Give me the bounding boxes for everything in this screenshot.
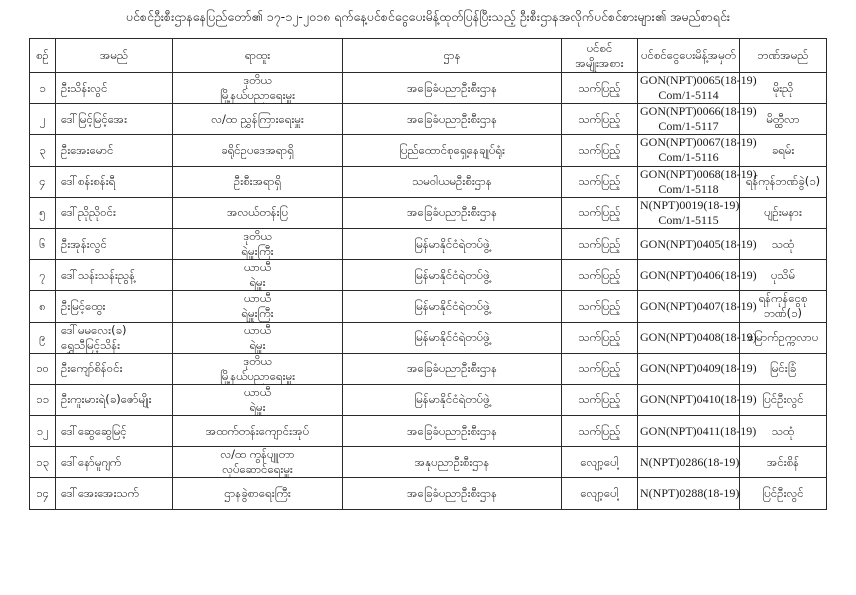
- header-pension-order-no: ပင်စင်ငွေပေးမိန့်အမှတ်: [638, 39, 740, 73]
- cell-rank-line: ဦးစီးအရာရှိ: [233, 174, 282, 189]
- cell-bank: ပုသိမ်: [740, 260, 827, 291]
- cell-order-line: N(NPT)0288(18-19): [640, 486, 740, 501]
- cell-pension-order-no: [638, 291, 757, 322]
- cell-name: [56, 322, 173, 353]
- cell-no: ၁: [30, 73, 56, 104]
- cell-order-line: Com/1-5117: [658, 119, 719, 134]
- cell-name: [56, 260, 173, 291]
- cell-order-line: GON(NPT)0409(18-19): [640, 361, 757, 376]
- cell-bank: ရန်ကုန်ငွေစု ဘဏ်(၁): [740, 291, 827, 322]
- cell-name: [56, 291, 173, 322]
- cell-bank: မိုးညို: [740, 73, 827, 104]
- cell-name: [56, 73, 173, 104]
- cell-name-line: ဦးကူးမားရဲ(ခ)ဇော်မျိုး: [61, 392, 152, 407]
- table-row: [30, 384, 827, 415]
- pensioner-table: [29, 38, 827, 510]
- cell-no: ၄: [30, 166, 56, 197]
- cell-bank: ရန်ကုန်ဘဏ်ခွဲ(၁): [740, 166, 827, 197]
- cell-order-line: N(NPT)0019(18-19): [640, 197, 740, 212]
- cell-order-line: GON(NPT)0065(18-19): [640, 73, 757, 88]
- cell-pension-order-no: [638, 260, 757, 291]
- cell-no: ၁၂: [30, 416, 56, 447]
- header-pension-type-line: အမျိုးအစား: [575, 55, 624, 70]
- cell-name-line: ဒေါ်မမလေး(ခ): [61, 322, 127, 337]
- cell-rank: [173, 322, 343, 353]
- cell-order-line: Com/1-5118: [658, 181, 719, 196]
- cell-order-line: Com/1-5116: [658, 150, 719, 165]
- cell-rank: [173, 73, 343, 104]
- cell-name-line: ဒေါ်နော်မူဂျက်: [61, 454, 122, 469]
- cell-pension-type: သက်ပြည့်: [562, 353, 638, 384]
- cell-bank: ပျဉ်းမနား: [740, 197, 827, 228]
- cell-department: အခြေခံပညာဦးစီးဌာန: [343, 478, 562, 509]
- cell-department: အခြေခံပညာဦးစီးဌာန: [343, 73, 562, 104]
- cell-order-line: GON(NPT)0411(18-19): [640, 423, 757, 438]
- cell-rank: [173, 104, 343, 135]
- cell-no: ၁၁: [30, 384, 56, 415]
- table-row: [30, 197, 827, 228]
- cell-department: ပြည်ထောင်စုရှေ့နေချုပ်ရုံး: [343, 135, 562, 166]
- cell-order-line: GON(NPT)0410(18-19): [640, 392, 757, 407]
- cell-name-line: ဦးမြင့်ထွေး: [61, 298, 106, 313]
- cell-bank: ပြင်ဦးလွင်: [740, 384, 827, 415]
- table-row: [30, 447, 827, 478]
- table-row: [30, 291, 827, 322]
- cell-name-line: ဒေါ်အေးအေးသက်: [61, 486, 139, 501]
- cell-department: သမဝါယမဦးစီးဌာန: [343, 166, 562, 197]
- cell-rank-line: ခရိုင်ဥပဒေအရာရှိ: [221, 142, 294, 157]
- header-name: အမည်: [56, 39, 173, 73]
- cell-name: [56, 416, 173, 447]
- cell-pension-type: သက်ပြည့်: [562, 73, 638, 104]
- cell-no: ၇: [30, 260, 56, 291]
- cell-rank: [173, 416, 343, 447]
- cell-name: [56, 353, 173, 384]
- cell-name-line: ဦးအေးမောင်: [61, 142, 114, 157]
- cell-name-line: ဒေါ်မြင့်မြင့်အေး: [61, 111, 128, 126]
- cell-department: မြန်မာနိုင်ငံရဲတပ်ဖွဲ့: [343, 228, 562, 259]
- cell-rank-line: ယာယီ: [243, 260, 272, 275]
- cell-order-line: GON(NPT)0066(18-19): [640, 104, 757, 119]
- header-pension-type-line: ပင်စင်: [586, 40, 613, 55]
- cell-pension-order-no: [638, 478, 740, 509]
- cell-name: [56, 166, 173, 197]
- cell-pension-order-no: [638, 416, 757, 447]
- cell-rank-line: ရဲမှူး: [249, 399, 266, 414]
- cell-rank: [173, 135, 343, 166]
- table-row: [30, 322, 827, 353]
- cell-bank: ခရမ်း: [740, 135, 827, 166]
- cell-name: [56, 197, 173, 228]
- cell-pension-type: လျော့ပေါ့: [562, 447, 638, 478]
- cell-department: မြန်မာနိုင်ငံရဲတပ်ဖွဲ့: [343, 291, 562, 322]
- cell-rank-line: ရဲမှူးကြီး: [241, 244, 274, 259]
- header-pension-type: [562, 39, 638, 73]
- cell-pension-type: သက်ပြည့်: [562, 291, 638, 322]
- cell-no: ၁၄: [30, 478, 56, 509]
- cell-pension-order-no: [638, 353, 757, 384]
- cell-order-line: N(NPT)0286(18-19): [640, 454, 740, 469]
- cell-rank: [173, 228, 343, 259]
- cell-name-line: ဒေါ်ညိုညိုဝင်း: [61, 205, 116, 220]
- table-row: [30, 73, 827, 104]
- cell-rank-line: ဒုတိယ: [243, 229, 272, 244]
- cell-pension-type: သက်ပြည့်: [562, 104, 638, 135]
- header-rank: ရာထူး: [173, 39, 343, 73]
- cell-pension-type: သက်ပြည့်: [562, 135, 638, 166]
- cell-rank: [173, 197, 343, 228]
- cell-rank-line: အလယ်တန်းပြ: [226, 205, 289, 220]
- cell-rank-line: ဒုတိယ: [243, 73, 272, 88]
- cell-department: အခြေခံပညာဦးစီးဌာန: [343, 104, 562, 135]
- cell-name: [56, 447, 173, 478]
- cell-bank: ပြင်ဦးလွင်: [740, 478, 827, 509]
- cell-rank-line: မြို့နယ်ပညာရေးမှူး: [219, 88, 296, 103]
- cell-bank: မြင်းခြံ: [740, 353, 827, 384]
- header-department: ဌာန: [343, 39, 562, 73]
- cell-name-line: ဦးသိန်းလွင်: [61, 80, 108, 95]
- cell-rank-line: ဒုတိယ: [243, 353, 272, 368]
- cell-bank: အင်းစိန်: [740, 447, 827, 478]
- cell-rank: [173, 447, 343, 478]
- cell-rank-line: ရဲမှူးကြီး: [241, 306, 274, 321]
- cell-pension-order-no: [638, 166, 757, 197]
- table-row: [30, 478, 827, 509]
- cell-no: ၂: [30, 104, 56, 135]
- cell-pension-order-no: [638, 73, 757, 104]
- cell-name: [56, 384, 173, 415]
- cell-rank: [173, 384, 343, 415]
- cell-name-line: ဒေါ်စန်းစန်းရီ: [61, 174, 116, 189]
- cell-pension-order-no: [638, 322, 757, 353]
- cell-pension-type: သက်ပြည့်: [562, 197, 638, 228]
- cell-rank-line: ယာယီ: [243, 384, 272, 399]
- cell-rank-line: မြို့နယ်ပညာရေးမှူး: [219, 368, 296, 383]
- header-row: [30, 39, 827, 73]
- cell-bank: သထုံ: [740, 228, 827, 259]
- cell-name: [56, 104, 173, 135]
- cell-department: အခြေခံပညာဦးစီးဌာန: [343, 416, 562, 447]
- cell-no: ၅: [30, 197, 56, 228]
- cell-rank: [173, 291, 343, 322]
- table-row: [30, 104, 827, 135]
- table-row: [30, 166, 827, 197]
- cell-order-line: GON(NPT)0408(18-19): [640, 330, 757, 345]
- cell-department: မြန်မာနိုင်ငံရဲတပ်ဖွဲ့: [343, 260, 562, 291]
- cell-pension-type: သက်ပြည့်: [562, 166, 638, 197]
- cell-order-line: Com/1-5114: [658, 88, 719, 103]
- cell-pension-order-no: [638, 135, 757, 166]
- table-row: [30, 353, 827, 384]
- cell-name: [56, 478, 173, 509]
- table-row: [30, 260, 827, 291]
- cell-rank-line: ယာယီ: [243, 322, 272, 337]
- cell-rank-line: လ/ထ ညွှန်ကြားရေးမှူး: [211, 111, 304, 126]
- cell-rank: [173, 260, 343, 291]
- document-title: ပင်စင်ဦးစီးဌာနနေပြည်တော်၏ ၁၇-၁၂-၂၀၁၈ ရက်နေ့ပင်စင်ငွေပေးမိန့်ထုတ်ပြန်ပြီးသည့် ဦးစီးဌာနအလိုက်ပင်စင်စားများ၏ အမည်စာရင်း: [125, 9, 731, 24]
- cell-department: အခြေခံပညာဦးစီးဌာန: [343, 353, 562, 384]
- cell-order-line: GON(NPT)0407(18-19): [640, 298, 757, 313]
- cell-pension-type: သက်ပြည့်: [562, 260, 638, 291]
- cell-no: ၃: [30, 135, 56, 166]
- cell-order-line: GON(NPT)0068(18-19): [640, 166, 757, 181]
- cell-pension-type: သက်ပြည့်: [562, 416, 638, 447]
- cell-bank: မြောက်ဥက္ကလာပ: [740, 322, 827, 353]
- cell-rank-line: လုပ်ဆောင်ရေးမှူး: [222, 462, 293, 477]
- cell-no: ၁၀: [30, 353, 56, 384]
- cell-no: ၁၃: [30, 447, 56, 478]
- cell-pension-order-no: [638, 384, 757, 415]
- cell-name: [56, 135, 173, 166]
- cell-department: အခြေခံပညာဦးစီးဌာန: [343, 197, 562, 228]
- cell-no: ၆: [30, 228, 56, 259]
- cell-no: ၈: [30, 291, 56, 322]
- cell-name-line: ဒေါ်ဆွေဆွေမြင့်: [61, 423, 127, 438]
- cell-pension-type: လျော့ပေါ့: [562, 478, 638, 509]
- cell-order-line: Com/1-5115: [658, 212, 719, 227]
- cell-name-line: ဒေါ်သန်းသန်းညွန့်: [61, 267, 136, 282]
- cell-rank: [173, 166, 343, 197]
- table-row: [30, 416, 827, 447]
- cell-name-line: ဦးကျော်စိန်ဝင်း: [61, 361, 123, 376]
- cell-rank-line: ဌာနခွဲစာရေးကြီး: [224, 486, 291, 501]
- cell-pension-order-no: [638, 228, 757, 259]
- cell-department: အနုပညာဦးစီးဌာန: [343, 447, 562, 478]
- cell-order-line: GON(NPT)0406(18-19): [640, 267, 757, 282]
- cell-rank-line: ရဲမှူး: [249, 337, 266, 352]
- header-bank: ဘဏ်အမည်: [740, 39, 827, 73]
- cell-rank-line: ရဲမှူး: [249, 275, 266, 290]
- cell-pension-type: သက်ပြည့်: [562, 322, 638, 353]
- cell-pension-type: သက်ပြည့်: [562, 384, 638, 415]
- cell-no: ၉: [30, 322, 56, 353]
- table-row: [30, 228, 827, 259]
- cell-rank: [173, 478, 343, 509]
- cell-order-line: GON(NPT)0067(18-19): [640, 135, 757, 150]
- cell-bank: သထုံ: [740, 416, 827, 447]
- cell-rank-line: အထက်တန်းကျောင်းအုပ်: [205, 423, 310, 438]
- cell-pension-order-no: [638, 104, 757, 135]
- table-body: [30, 73, 827, 510]
- header-no: စဉ်: [30, 39, 56, 73]
- cell-order-line: GON(NPT)0405(18-19): [640, 236, 757, 251]
- cell-rank-line: ယာယီ: [243, 291, 272, 306]
- cell-pension-order-no: [638, 197, 740, 228]
- cell-pension-order-no: [638, 447, 740, 478]
- cell-department: မြန်မာနိုင်ငံရဲတပ်ဖွဲ့: [343, 322, 562, 353]
- cell-bank: မိတ္ထီလာ: [740, 104, 827, 135]
- cell-pension-type: သက်ပြည့်: [562, 228, 638, 259]
- cell-name-line: ဦးအုန်းလွင်: [61, 236, 107, 251]
- cell-department: မြန်မာနိုင်ငံရဲတပ်ဖွဲ့: [343, 384, 562, 415]
- cell-name-line: ရွှေသီမြင့်သိန်း: [61, 337, 121, 352]
- cell-rank: [173, 353, 343, 384]
- table-row: [30, 135, 827, 166]
- cell-name: [56, 228, 173, 259]
- cell-rank-line: လ/ထ ကွန်ပျူတာ: [220, 447, 295, 462]
